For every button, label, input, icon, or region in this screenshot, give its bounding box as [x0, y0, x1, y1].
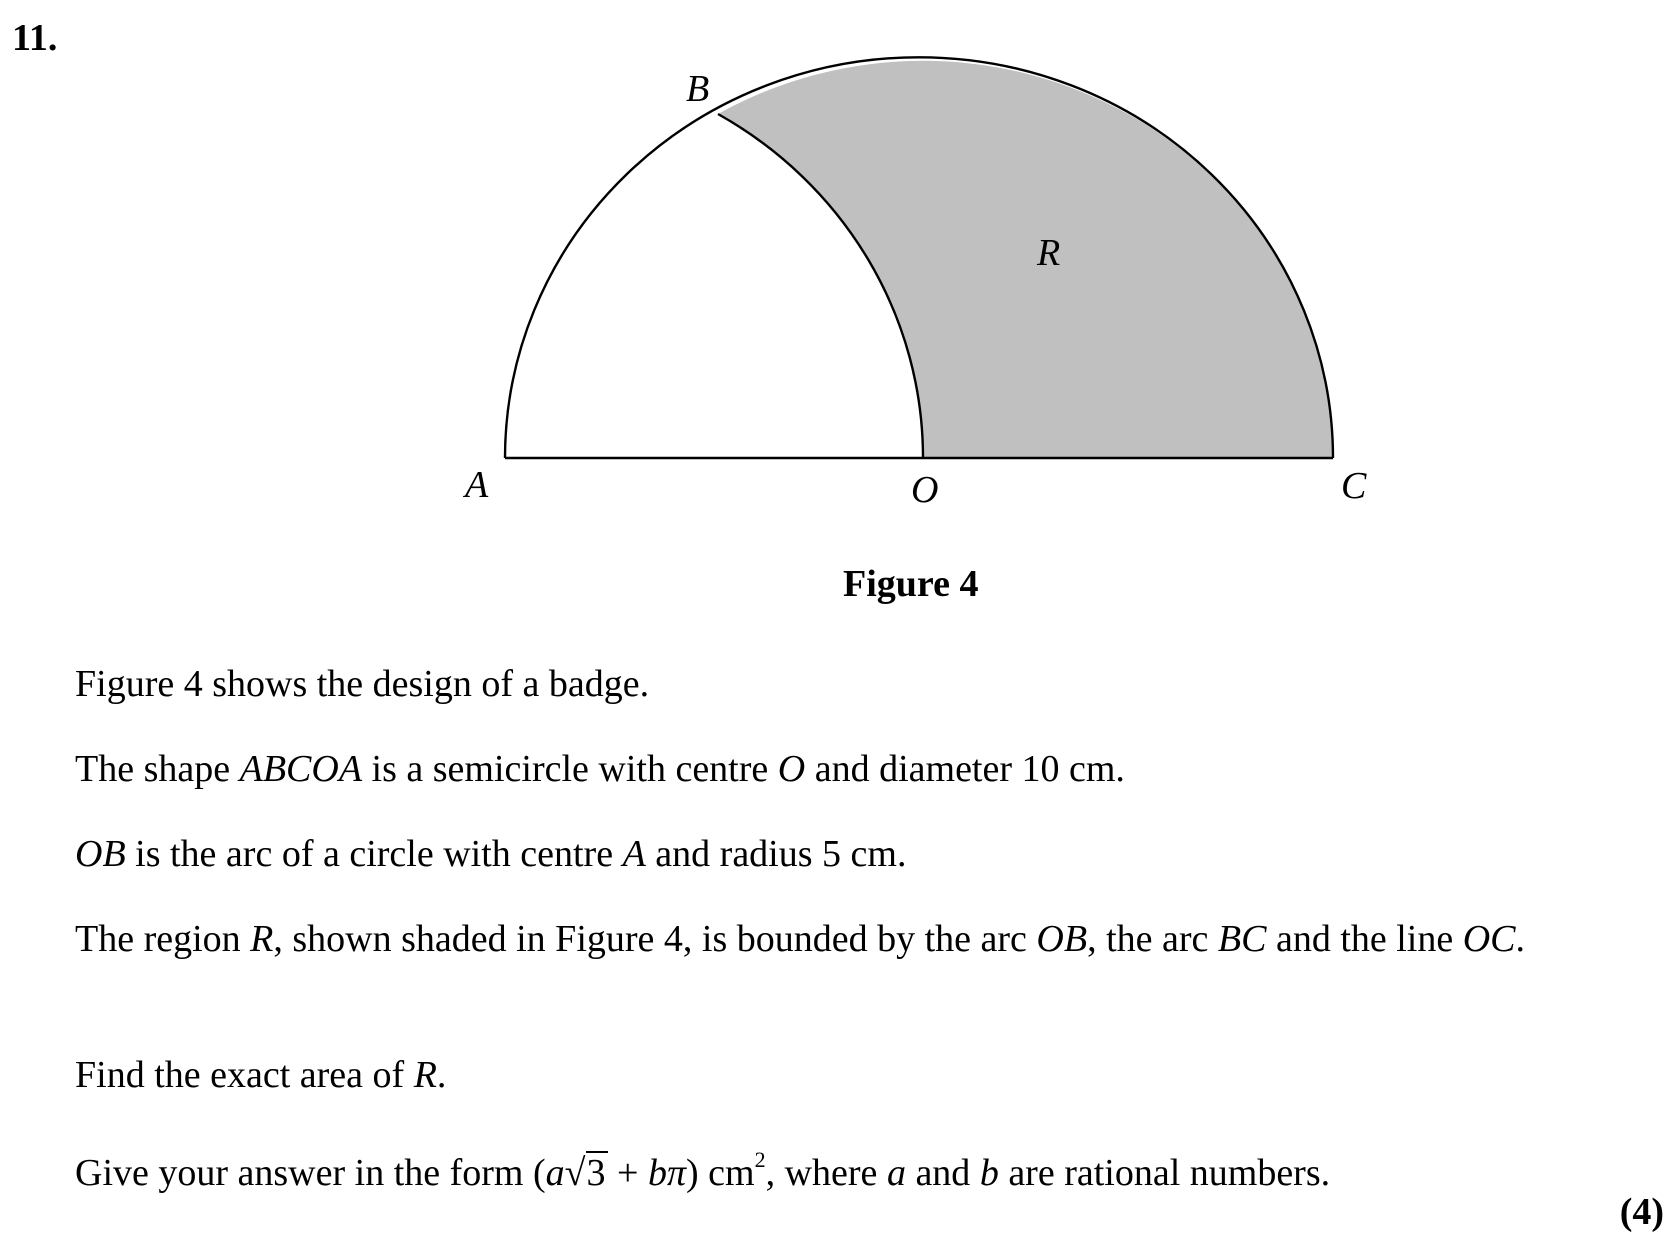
- p3-post: and radius 5 cm.: [645, 833, 907, 875]
- label-o: O: [911, 469, 939, 511]
- p4-line: OC: [1462, 918, 1516, 960]
- p6-a2: a: [886, 1152, 906, 1194]
- p5-pre: Find the exact area of: [75, 1054, 414, 1096]
- p3-arc: OB: [75, 833, 126, 875]
- p2-post: and diameter 10 cm.: [805, 748, 1125, 790]
- p5-post: .: [436, 1054, 447, 1096]
- p4-mid3: and the line: [1266, 918, 1463, 960]
- p6-b2: b: [979, 1152, 999, 1194]
- paragraph-find-area: [75, 1050, 1615, 1100]
- p2-centre: O: [777, 748, 806, 790]
- p2-mid: is a semicircle with centre: [362, 748, 778, 790]
- label-a: A: [465, 464, 489, 506]
- p1-text: Figure 4 shows the design of a badge.: [75, 663, 650, 705]
- paragraph-arc-ob: [75, 829, 1615, 879]
- p6-pre: Give your answer in the form: [75, 1152, 533, 1194]
- p6-close-paren: ): [686, 1152, 699, 1194]
- p6-pi: π: [666, 1152, 686, 1194]
- p6-plus: +: [607, 1152, 648, 1194]
- p6-sqrt-3: 3: [586, 1152, 606, 1194]
- label-b: B: [686, 68, 710, 110]
- p6-post: are rational numbers.: [998, 1152, 1331, 1194]
- p4-pre: The region: [75, 918, 251, 960]
- marks-badge: (4): [1619, 1191, 1664, 1233]
- p6-b: b: [647, 1152, 667, 1194]
- label-c: C: [1341, 465, 1367, 507]
- paragraph-semicircle: [75, 744, 1615, 794]
- label-r: R: [1037, 232, 1061, 274]
- p6-mid: , where: [765, 1152, 887, 1194]
- p6-a: a: [545, 1152, 565, 1194]
- p6-superscript: 2: [754, 1147, 766, 1172]
- p4-region: R: [250, 918, 274, 960]
- paragraph-answer-form: Give your answer in the form (a√3 + bπ) $cm^2$, where a and b are rational numbers.: [75, 1147, 1331, 1194]
- p4-mid2: , the arc: [1087, 918, 1218, 960]
- p4-post: .: [1515, 918, 1526, 960]
- paragraph-badge-intro: [75, 659, 1615, 709]
- p2-pre: The shape: [75, 748, 240, 790]
- p4-mid1: , shown shaded in Figure 4, is bounded by the arc: [273, 918, 1037, 960]
- paragraph-region-r: [75, 914, 1615, 964]
- p3-mid: is the arc of a circle with centre: [125, 833, 623, 875]
- p2-shape: ABCOA: [239, 748, 363, 790]
- p6-and: and: [905, 1152, 980, 1194]
- p5-region: R: [413, 1054, 437, 1096]
- p3-centre: A: [622, 833, 646, 875]
- p4-arc2: BC: [1217, 918, 1267, 960]
- question-number: 11.: [12, 17, 58, 59]
- p6-open-paren: (: [533, 1152, 546, 1194]
- p6-unit: cm: [698, 1152, 755, 1194]
- shaded-region-r: [718, 61, 1333, 458]
- figure-caption: Figure 4: [843, 563, 979, 605]
- p4-arc1: OB: [1036, 918, 1088, 960]
